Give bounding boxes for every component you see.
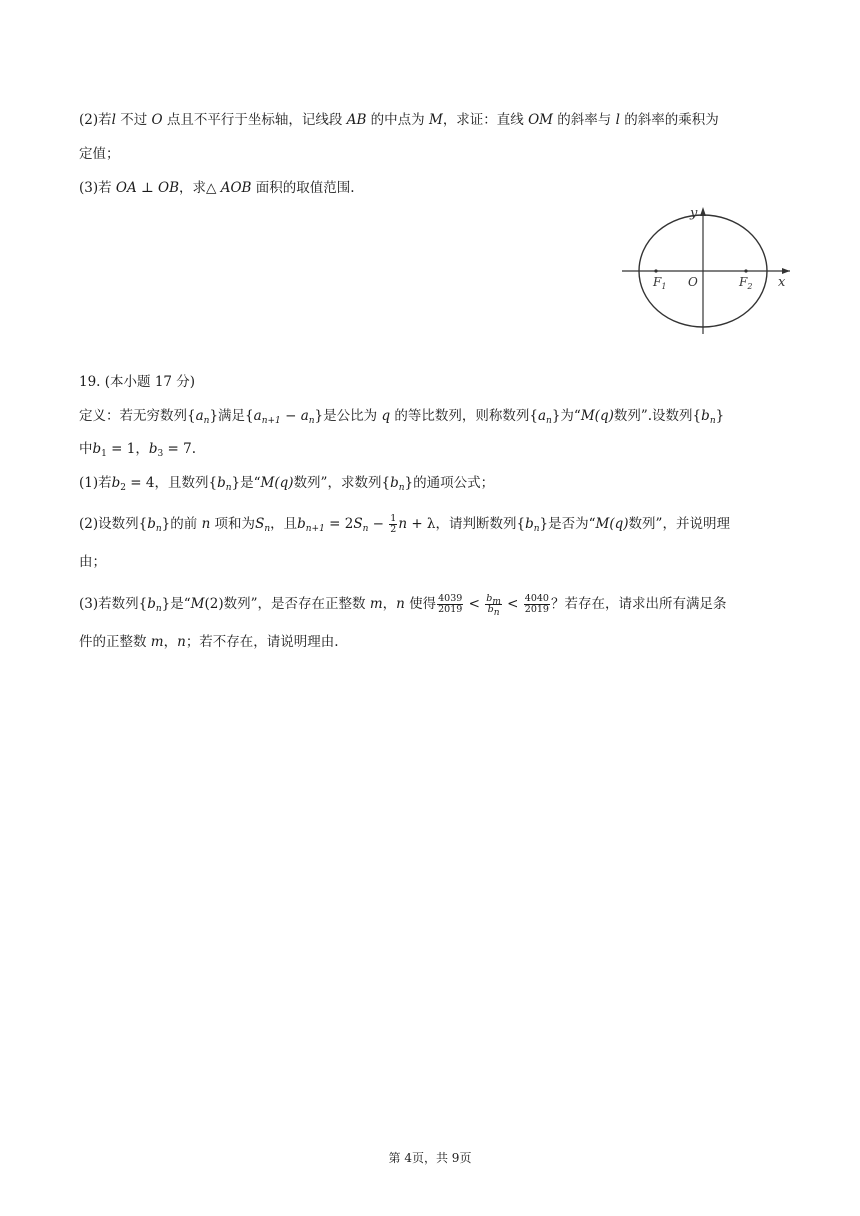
q19-definition-line1: [79, 406, 790, 426]
part-label: (3): [79, 180, 99, 196]
text: <: [464, 596, 485, 612]
focus-f2-label: $F_2$: [739, 275, 753, 291]
text: ，且数列{: [154, 475, 218, 491]
math-var: b: [486, 593, 493, 604]
math-expr: OA ⊥ OB: [115, 180, 180, 196]
part-label: (1): [79, 475, 99, 491]
math-var: S: [353, 516, 363, 532]
text: −: [280, 408, 301, 424]
math-sub: 1: [101, 449, 107, 459]
text: }满足{: [209, 408, 254, 424]
math-sub: 2: [120, 483, 127, 493]
text: 使得: [404, 596, 437, 612]
fraction-4040-2019: [524, 594, 550, 615]
frac-numerator: 1: [390, 513, 397, 524]
math-var: b: [297, 516, 306, 532]
math-var: (q): [594, 408, 614, 424]
text: ，求△: [179, 180, 221, 196]
math-var: b: [148, 441, 158, 457]
y-axis-arrow: [700, 207, 706, 216]
text: 件的正整数: [79, 634, 151, 650]
math-var: b: [111, 475, 121, 491]
math-var: a: [300, 408, 309, 424]
text: = 2: [324, 516, 354, 532]
text: 设数列{: [98, 516, 148, 532]
math-var: b: [147, 516, 156, 532]
math-var: n: [398, 516, 408, 532]
text: ；若不存在，请说明理由.: [185, 634, 339, 650]
q19-heading: 19. (本小题 17 分): [79, 374, 196, 390]
math-var: M: [595, 516, 610, 532]
text: 点且不平行于坐标轴，记线段: [162, 112, 347, 128]
text: 定义：若无穷数列{: [79, 408, 196, 424]
part-label: (2): [79, 516, 99, 532]
text: ，求证：直线: [442, 112, 529, 128]
text: 若: [98, 180, 116, 196]
q19-part2-line1: [79, 514, 790, 535]
text: ，: [163, 634, 178, 650]
text: }的前: [161, 516, 202, 532]
math-var: M: [260, 475, 275, 491]
math-var: l: [615, 112, 620, 128]
text: + λ: [407, 516, 436, 532]
math-var: S: [255, 516, 265, 532]
text: 中: [79, 441, 93, 457]
x-axis-label: x: [778, 275, 786, 290]
text: 若: [98, 112, 112, 128]
frac-numerator: 4039: [438, 593, 463, 604]
math-var: m: [369, 596, 383, 612]
math-var: n: [396, 596, 405, 612]
y-axis-label: y: [690, 206, 698, 221]
frac-denominator: 2: [390, 524, 397, 535]
focus-f2-point: [744, 269, 747, 272]
text: 若数列{: [98, 596, 148, 612]
math-sub: m: [492, 597, 501, 607]
math-var: l: [111, 112, 116, 128]
fraction-4039-2019: [437, 594, 463, 615]
fraction-half: [389, 514, 397, 535]
q19-part2-line2: [79, 552, 790, 572]
math-var: m: [150, 634, 164, 650]
math-sub: n: [533, 524, 540, 534]
math-var: b: [147, 596, 156, 612]
math-sub: n: [493, 608, 500, 618]
part-label: (3): [79, 596, 99, 612]
text: ，且: [270, 516, 298, 532]
math-var: M: [428, 112, 443, 128]
math-sub: n: [203, 416, 210, 426]
math-var: b: [217, 475, 226, 491]
frac-denominator: [485, 604, 502, 618]
math-var: (q): [609, 516, 629, 532]
math-var: n: [201, 516, 211, 532]
text: 面积的取值范围.: [251, 180, 355, 196]
text: 的斜率与: [553, 112, 616, 128]
q18-part2-line1: [79, 110, 790, 130]
ellipse-figure: [618, 200, 798, 340]
math-sub: n: [264, 524, 271, 534]
text: 不过: [115, 112, 152, 128]
q19-part3-line2: [79, 632, 790, 652]
math-sub: n+1: [261, 416, 281, 426]
math-var: OM: [528, 112, 553, 128]
x-axis-arrow: [782, 268, 790, 274]
math-var: q: [381, 408, 391, 424]
text: 定值；: [79, 146, 120, 162]
text: ，: [382, 596, 397, 612]
math-var: b: [390, 475, 399, 491]
text: }为“: [551, 408, 581, 424]
text: ？若存在，请求出所有满足条: [550, 596, 727, 612]
text: 数列”，并说明理: [628, 516, 730, 532]
math-var: a: [253, 408, 262, 424]
text: }的通项公式；: [404, 475, 495, 491]
math-sub: n: [362, 524, 369, 534]
math-var: b: [701, 408, 710, 424]
focus-f1-label: $F_1$: [653, 275, 667, 291]
text: }: [715, 408, 725, 424]
text: }是否为“: [539, 516, 596, 532]
text: 数列”，求数列{: [293, 475, 391, 491]
text: 数列”.设数列{: [613, 408, 702, 424]
part-label: (2): [79, 112, 99, 128]
text: 若: [98, 475, 112, 491]
math-sub: n: [225, 483, 232, 493]
math-sub: n: [308, 416, 315, 426]
text: }是“: [161, 596, 191, 612]
math-sub: 3: [157, 449, 164, 459]
frac-numerator: 4040: [524, 593, 549, 604]
math-var: AB: [346, 112, 367, 128]
text: = 7.: [163, 441, 197, 457]
text: ，请判断数列{: [435, 516, 526, 532]
text: 的中点为: [366, 112, 429, 128]
text: = 1，: [106, 441, 149, 457]
page-footer: 第 4页，共 9页: [388, 1151, 472, 1165]
text: 数列”，是否存在正整数: [223, 596, 370, 612]
q18-part3-line: [79, 178, 790, 198]
focus-f1-point: [654, 269, 657, 272]
math-var: (q): [274, 475, 294, 491]
text: }是公比为: [314, 408, 382, 424]
q19-definition-line2: [79, 439, 790, 459]
text: 的等比数列，则称数列{: [390, 408, 538, 424]
math-var: b: [487, 604, 494, 615]
math-var: b: [92, 441, 102, 457]
math-sub: n: [709, 416, 716, 426]
math-var: n: [177, 634, 186, 650]
frac-denominator: 2019: [438, 604, 463, 615]
text: −: [368, 516, 389, 532]
text: (2): [204, 596, 224, 612]
math-sub: n: [546, 416, 552, 426]
math-sub: n+1: [305, 524, 325, 534]
math-sub: n: [155, 604, 162, 614]
q19-part1-line: [79, 473, 790, 493]
math-var: b: [525, 516, 534, 532]
origin-label: O: [688, 275, 698, 289]
text: = 4: [126, 475, 155, 491]
math-var: O: [151, 112, 163, 128]
text: <: [502, 596, 523, 612]
text: 的斜率的乘积为: [619, 112, 719, 128]
math-var: a: [537, 408, 547, 424]
frac-denominator: 2019: [524, 604, 549, 615]
text: 项和为: [210, 516, 256, 532]
math-var: a: [195, 408, 204, 424]
math-var: AOB: [220, 180, 252, 196]
math-sub: n: [398, 483, 405, 493]
math-var: M: [190, 596, 205, 612]
fraction-bm-bn: [485, 593, 502, 618]
text: }是“: [231, 475, 261, 491]
text: 由；: [79, 554, 106, 570]
q19-part3-line1: [79, 593, 790, 618]
math-var: M: [580, 408, 595, 424]
math-sub: n: [155, 524, 162, 534]
q18-part2-line2: [79, 144, 790, 164]
